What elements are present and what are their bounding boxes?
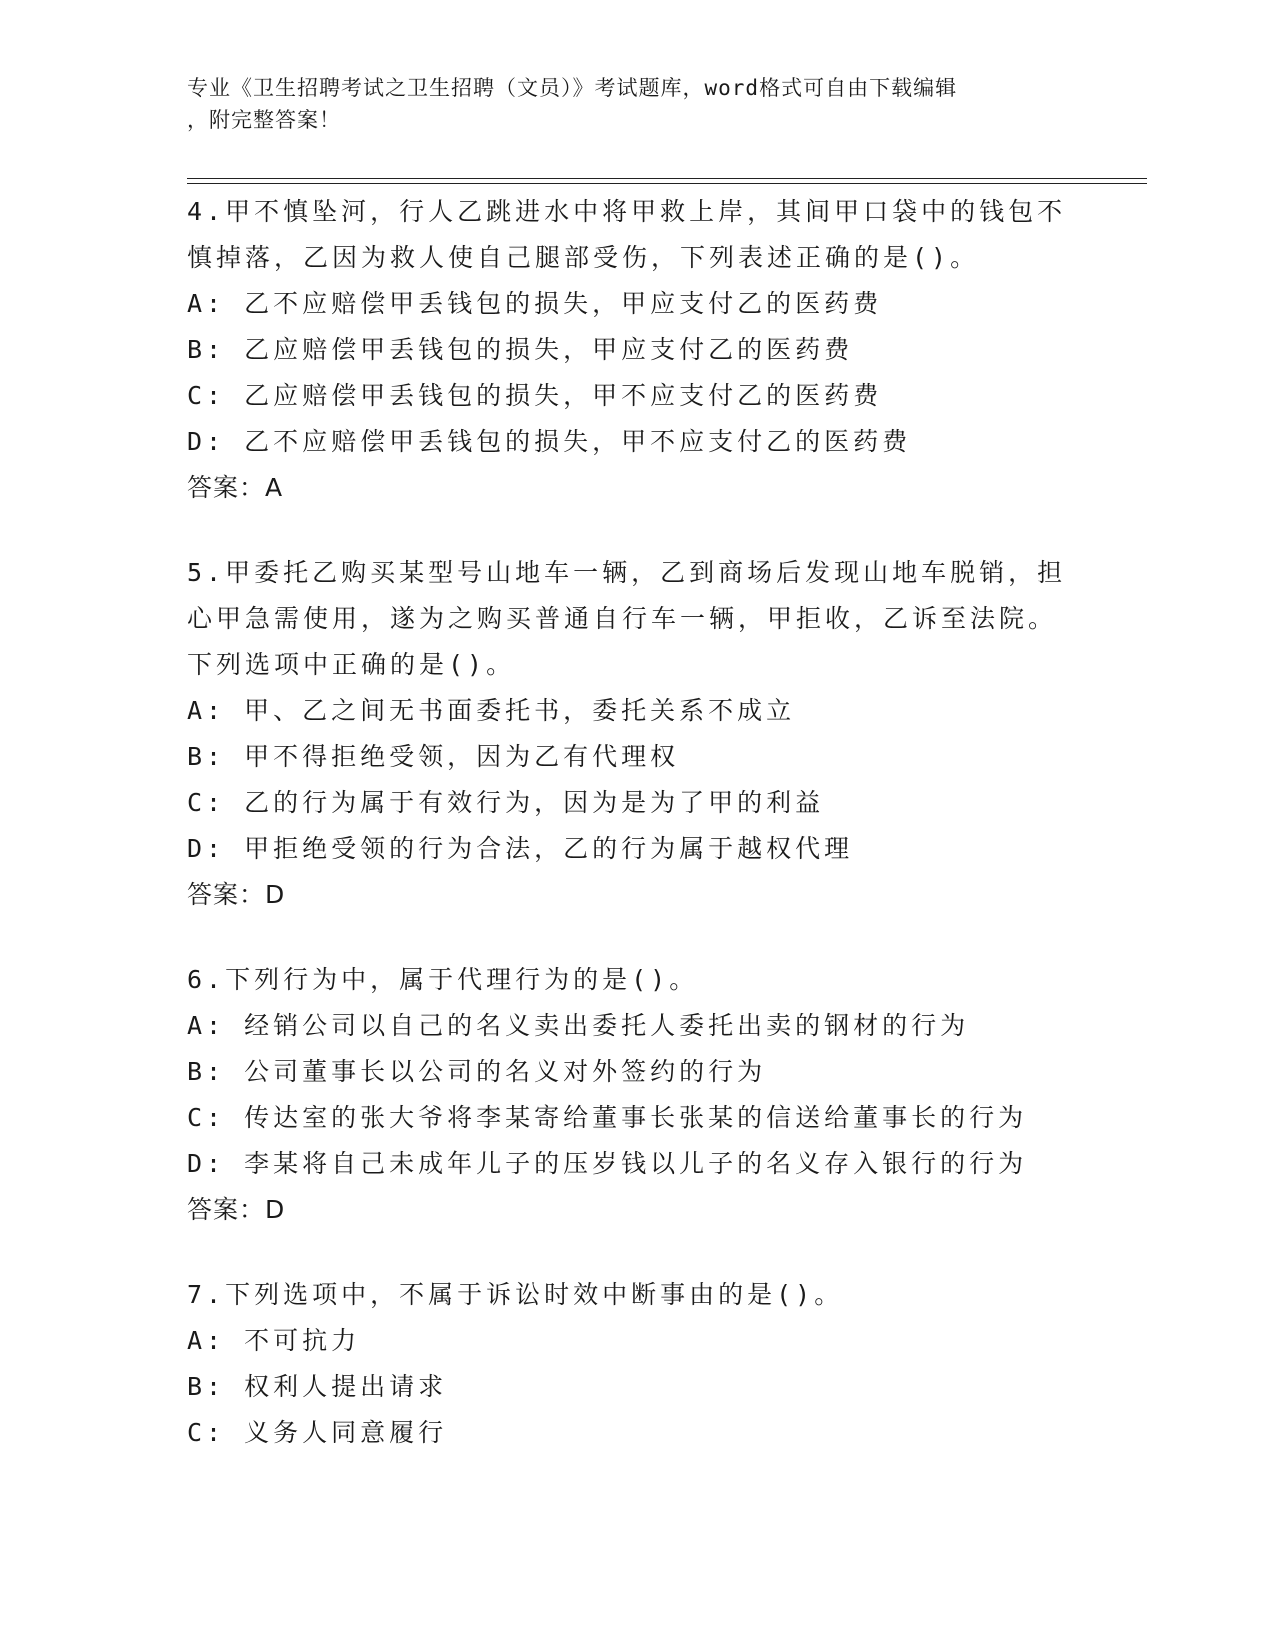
option-c: C: 乙应赔偿甲丢钱包的损失，甲不应支付乙的医药费 — [187, 381, 883, 410]
question-stem-line: 心甲急需使用，遂为之购买普通自行车一辆，甲拒收，乙诉至法院。 — [187, 604, 1058, 633]
option-b: B: 甲不得拒绝受领，因为乙有代理权 — [187, 742, 680, 771]
question-6 — [187, 957, 1087, 1233]
question-stem-line: 6.下列行为中，属于代理行为的是()。 — [187, 965, 699, 994]
answer: 答案：A — [187, 473, 284, 502]
document-header — [187, 72, 1087, 136]
header-line-1: 专业《卫生招聘考试之卫生招聘（文员）》考试题库，word格式可自由下载编辑 — [187, 76, 958, 100]
answer: 答案：D — [187, 1195, 286, 1224]
question-stem-line: 4.甲不慎坠河，行人乙跳进水中将甲救上岸，其间甲口袋中的钱包不 — [187, 197, 1067, 226]
header-divider-bottom — [187, 183, 1147, 184]
question-stem-line: 5.甲委托乙购买某型号山地车一辆，乙到商场后发现山地车脱销，担 — [187, 558, 1067, 587]
option-a: A: 经销公司以自己的名义卖出委托人委托出卖的钢材的行为 — [187, 1011, 970, 1040]
question-stem-line: 7.下列选项中，不属于诉讼时效中断事由的是()。 — [187, 1280, 844, 1309]
option-a: A: 乙不应赔偿甲丢钱包的损失，甲应支付乙的医药费 — [187, 289, 883, 318]
option-b: B: 乙应赔偿甲丢钱包的损失，甲应支付乙的医药费 — [187, 335, 854, 364]
option-a: A: 甲、乙之间无书面委托书，委托关系不成立 — [187, 696, 796, 725]
question-7 — [187, 1272, 1087, 1456]
option-b: B: 权利人提出请求 — [187, 1372, 448, 1401]
option-d: D: 乙不应赔偿甲丢钱包的损失，甲不应支付乙的医药费 — [187, 427, 912, 456]
question-5 — [187, 550, 1087, 918]
question-stem-line: 下列选项中正确的是()。 — [187, 650, 516, 679]
option-c: C: 义务人同意履行 — [187, 1418, 448, 1447]
answer: 答案：D — [187, 880, 286, 909]
option-a: A: 不可抗力 — [187, 1326, 361, 1355]
option-c: C: 乙的行为属于有效行为，因为是为了甲的利益 — [187, 788, 825, 817]
question-list — [187, 189, 1087, 1495]
header-divider-top — [187, 178, 1147, 179]
option-d: D: 甲拒绝受领的行为合法，乙的行为属于越权代理 — [187, 834, 854, 863]
header-line-2: ，附完整答案！ — [187, 108, 341, 132]
question-stem-line: 慎掉落，乙因为救人使自己腿部受伤，下列表述正确的是()。 — [187, 243, 980, 272]
option-b: B: 公司董事长以公司的名义对外签约的行为 — [187, 1057, 767, 1086]
option-c: C: 传达室的张大爷将李某寄给董事长张某的信送给董事长的行为 — [187, 1103, 1028, 1132]
question-4 — [187, 189, 1087, 511]
option-d: D: 李某将自己未成年儿子的压岁钱以儿子的名义存入银行的行为 — [187, 1149, 1028, 1178]
